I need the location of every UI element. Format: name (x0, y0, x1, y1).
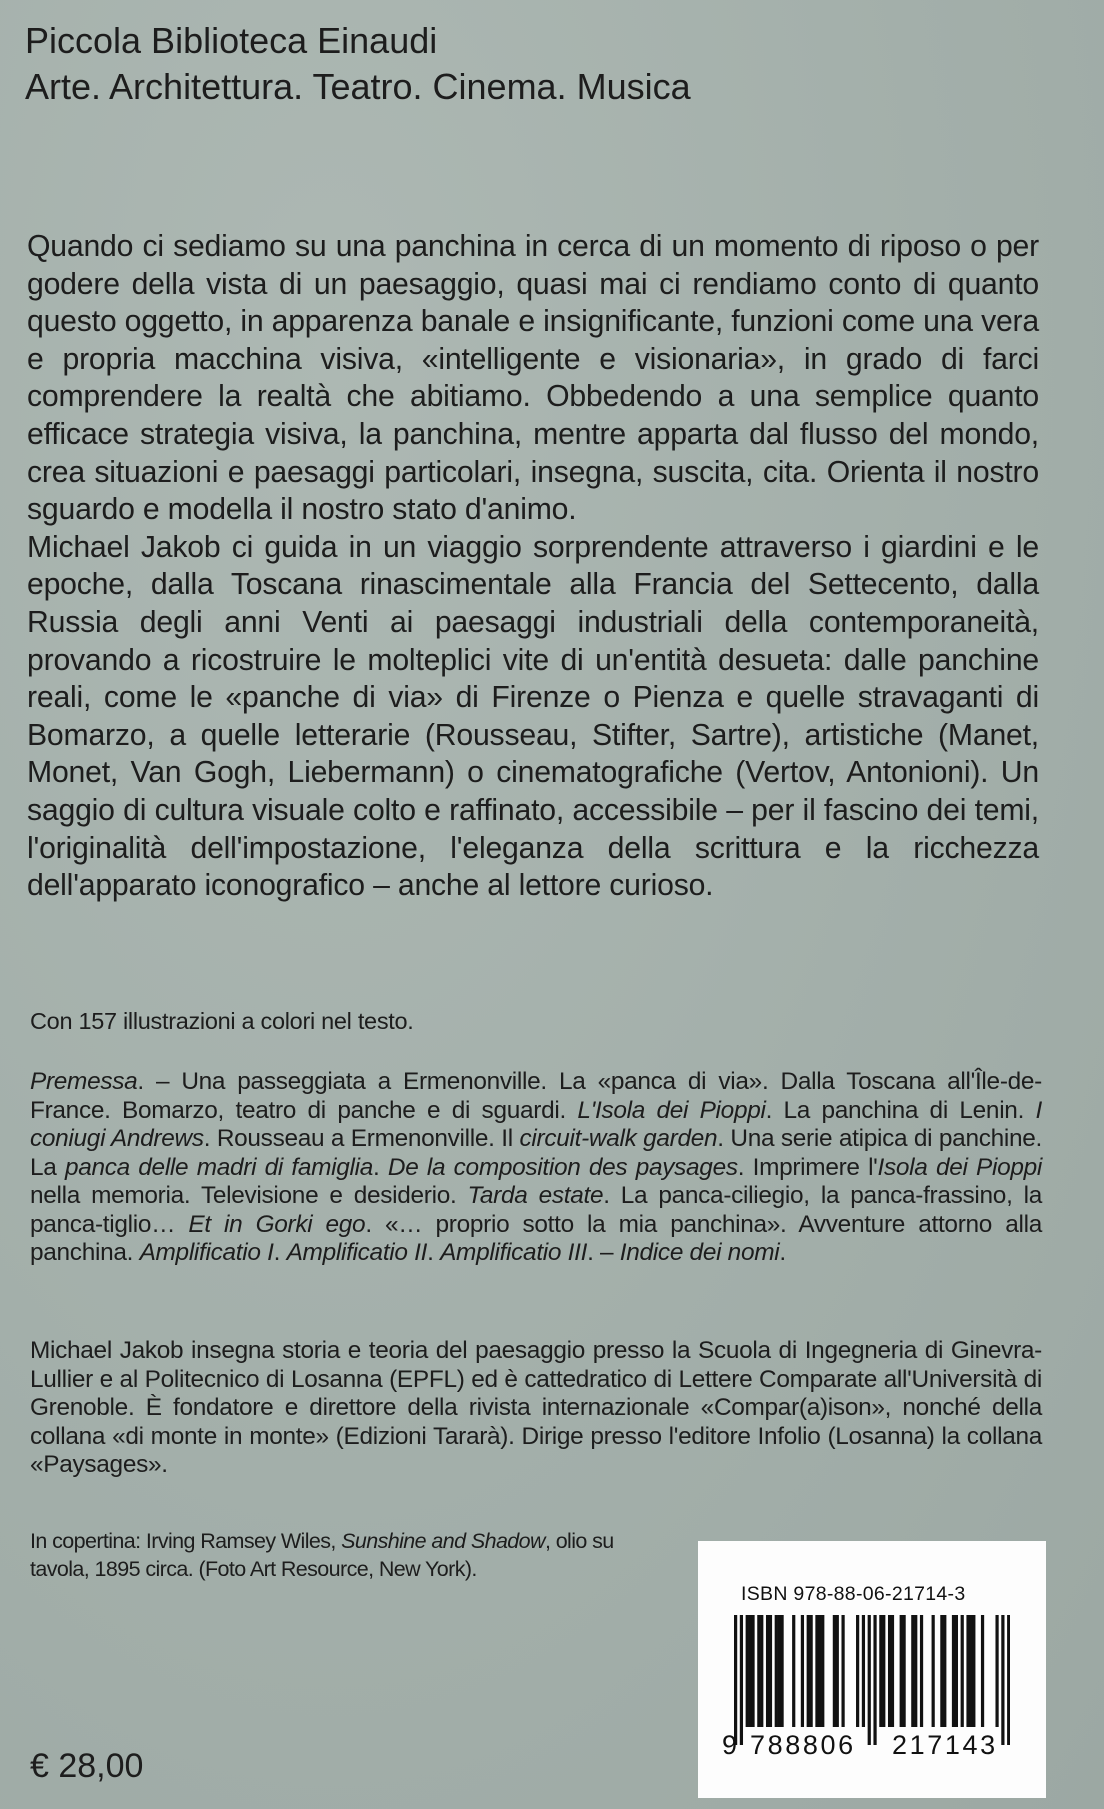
illustrations-note: Con 157 illustrazioni a colori nel testo. (30, 1008, 414, 1034)
credit-prefix: In copertina: Irving Ramsey Wiles, (30, 1529, 342, 1553)
author-bio: Michael Jakob insegna storia e teoria del paesaggio presso la Scuola di Ingegneria di Ginevra-Lullier e al Politecnico di Losanna (EPFL) ed è cattedratico di Lettere Comparate all'Università di Grenoble. È fondatore e direttore della rivista internazionale «Compar(a)ison», nonché della collana «di monte in monte» (Edizioni Tararà). Dirige presso l'editore Infolio (Losanna) la collana «Paysages». (30, 1337, 1042, 1478)
toc-part: . (373, 1153, 388, 1181)
barcode-group-left: 788806 (750, 1730, 856, 1760)
toc-part: Amplificatio I (139, 1239, 274, 1266)
series-header (25, 18, 691, 110)
barcode-panel (698, 1541, 1046, 1798)
toc-part: panca delle madri di famiglia (64, 1153, 374, 1181)
book-blurb (27, 228, 1039, 905)
toc-part: . Rousseau a Ermenonville. Il (203, 1125, 520, 1152)
barcode-icon (734, 1615, 1010, 1745)
toc-part: Amplificatio III (440, 1239, 588, 1266)
toc-part: L'Isola dei Pioppi (577, 1096, 766, 1124)
credit-suffix: , olio su tavola, 1895 circa. (Foto Art Resource, New York). (30, 1529, 614, 1581)
toc-part: . «… proprio sotto la mia panchina». Avventure attorno alla panchina. (30, 1210, 1042, 1266)
credit-title: Sunshine and Shadow (341, 1529, 545, 1553)
toc-part: Indice dei nomi (619, 1239, 780, 1266)
toc-part: Amplificatio II (286, 1239, 428, 1266)
toc-part: Isola dei Pioppi (877, 1153, 1043, 1181)
toc-part: nella memoria. Televisione e desiderio. (30, 1182, 468, 1209)
blurb-paragraph-1: Quando ci sediamo su una panchina in cerca di un momento di riposo o per godere della vista di un paesaggio, quasi mai ci rendiamo conto di quanto questo oggetto, in apparenza banale e insignificante, funzioni come una vera e propria macchina visiva, «intelligente e visionaria», in grado di farci comprendere la realtà che abitiamo. Obbedendo a una semplice quanto efficace strategia visiva, la panchina, mentre apparta dal flusso del mondo, crea situazioni e paesaggi particolari, insegna, suscita, cita. Orienta il nostro sguardo e modella il nostro stato d'animo. (27, 230, 1039, 527)
toc-part: I coniugi Andrews (30, 1096, 1042, 1152)
toc-part: Et in Gorki ego (188, 1210, 366, 1238)
isbn-label: ISBN 978-88-06-21714-3 (741, 1583, 966, 1605)
toc-part: . La panchina di Lenin. (765, 1096, 1036, 1124)
series-subject: Arte. Architettura. Teatro. Cinema. Musica (25, 66, 691, 107)
table-of-contents (30, 1068, 1042, 1268)
barcode-group-right: 217143 (892, 1730, 998, 1760)
toc-part: Premessa (30, 1068, 138, 1095)
series-name: Piccola Biblioteca Einaudi (25, 20, 438, 61)
blurb-paragraph-2: Michael Jakob ci guida in un viaggio sorprendente attraverso i giardini e le epoche, dalla Toscana rinascimentale alla Francia del Settecento, dalla Russia degli anni Venti ai paesaggi industriali della contemporaneità, provando a ricostruire le molteplici vite di un'entità desueta: dalle panchine reali, come le «panche di via» di Firenze o Pienza e quelle stravaganti di Bomarzo, a quelle letterarie (Rousseau, Stifter, Sartre), artistiche (Manet, Monet, Van Gogh, Liebermann) o cinematografiche (Vertov, Antonioni). Un saggio di cultura visuale colto e raffinato, accessibile – per il fascino dei temi, l'originalità dell'impostazione, l'eleganza della scrittura e la ricchezza dell'apparato iconografico – anche al lettore curioso. (27, 530, 1039, 903)
toc-part: Tarda estate (467, 1182, 604, 1209)
toc-part: . (273, 1239, 287, 1266)
price: € 28,00 (30, 1747, 144, 1785)
barcode-digit-first: 9 (722, 1730, 740, 1760)
toc-part: De la composition des paysages (387, 1153, 738, 1181)
toc-part: . – (587, 1239, 620, 1266)
toc-part: . (427, 1239, 441, 1266)
toc-part: . Una serie atipica di panchine. La (30, 1125, 1042, 1181)
toc-part: . Imprimere l' (737, 1153, 878, 1181)
cover-credit (30, 1527, 670, 1583)
toc-part: . (779, 1239, 786, 1266)
toc-part: . La panca-ciliegio, la panca-frassino, la panca-tiglio… (30, 1182, 1042, 1238)
toc-part: . – Una passeggiata a Ermenonville. La «panca di via». Dalla Toscana all'Île-de-France. Bomarzo, teatro di panche e di sguardi. (30, 1068, 1042, 1124)
toc-part: circuit-walk garden (519, 1125, 718, 1152)
